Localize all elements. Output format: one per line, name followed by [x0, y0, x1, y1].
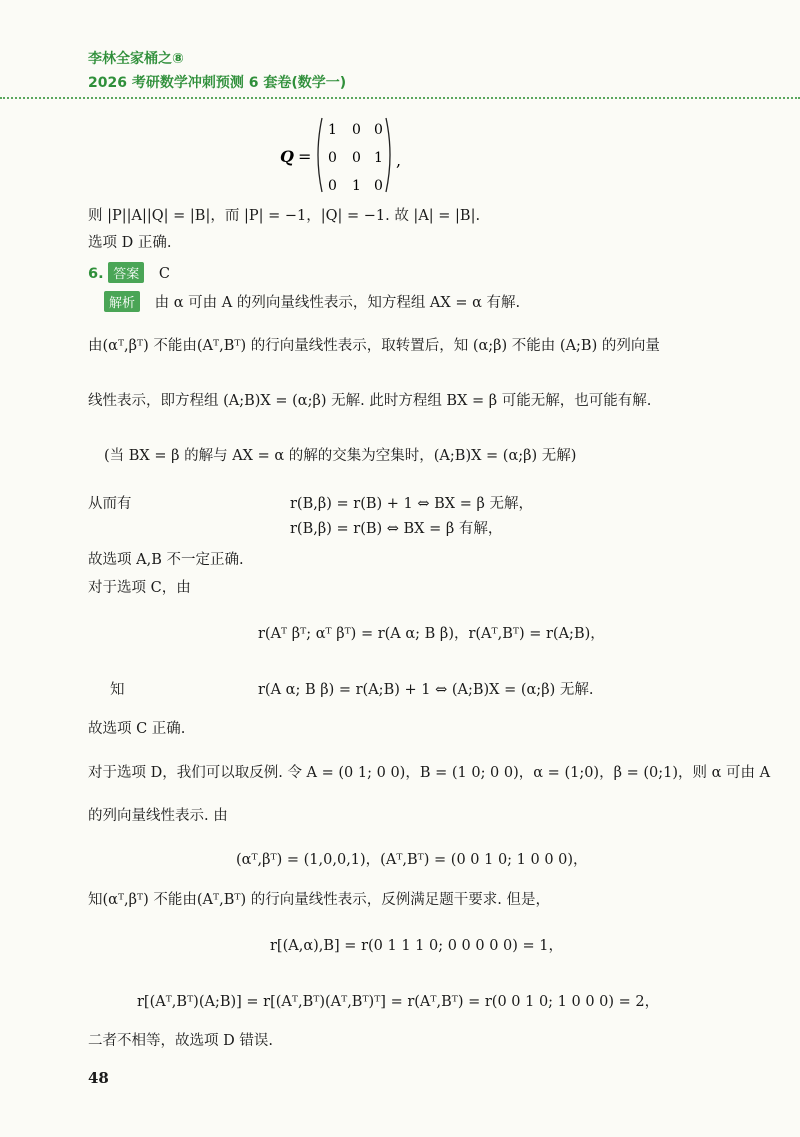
- rank-eq2: r(B,β) = r(B) ⇔ BX = β 有解，: [290, 521, 503, 537]
- option-c-formula: r(Aᵀ βᵀ; αᵀ βᵀ) = r(A α; B β)，r(Aᵀ,Bᵀ) = r(A;B)，: [258, 626, 605, 642]
- paren-note: (当 BX = β 的解与 AX = α 的解的交集为空集时，(A;B)X = (α;β) 无解): [104, 448, 577, 464]
- option-d-intro: 对于选项 D，我们可以取反例. 令 A = (0 1; 0 0)，B = (1 0; 0 0)，α = (1;0)，β = (0;1)，则 α 可由 A: [88, 765, 771, 781]
- svg-text:1: 1: [352, 178, 361, 194]
- svg-text:0: 0: [352, 122, 361, 138]
- transpose-eq: (αᵀ,βᵀ) = (1,0,0,1)，(Aᵀ,Bᵀ) = (0 0 1 0; 1 0 0 0)，: [236, 852, 588, 868]
- header-divider: [0, 97, 800, 99]
- svg-text:0: 0: [328, 150, 337, 166]
- final-conclusion: 二者不相等，故选项 D 错误.: [88, 1033, 273, 1049]
- rank-calc2: r[(Aᵀ,Bᵀ)(A;B)] = r[(Aᵀ,Bᵀ)(Aᵀ,Bᵀ)ᵀ] = r(Aᵀ,Bᵀ) = r(0 0 1 0; 1 0 0 0) = 2，: [137, 994, 660, 1010]
- svg-text:0: 0: [352, 150, 361, 166]
- know-formula: r(A α; B β) = r(A;B) + 1 ⇔ (A;B)X = (α;β) 无解.: [258, 682, 594, 698]
- answer-value: C: [158, 266, 170, 282]
- ab-conclusion: 故选项 A,B 不一定正确.: [88, 552, 244, 568]
- therefore-label: 从而有: [88, 496, 132, 512]
- know-label: 知: [110, 682, 125, 698]
- option-c-intro: 对于选项 C，由: [88, 580, 191, 596]
- para1-a: 由(αᵀ,βᵀ) 不能由(Aᵀ,Bᵀ) 的行向量线性表示，取转置后，知 (α;β) 不能由 (A;B) 的列向量: [88, 338, 660, 354]
- book-title: 2026 考研数学冲刺预测 6 套卷(数学一): [88, 75, 347, 91]
- q-matrix-svg: [250, 110, 450, 200]
- svg-text:1: 1: [328, 122, 337, 138]
- svg-text:0: 0: [374, 122, 383, 138]
- option-d-cont: 的列向量线性表示. 由: [88, 808, 228, 824]
- svg-text:1: 1: [374, 150, 383, 166]
- analysis-row: [104, 291, 520, 312]
- svg-text:,: ,: [396, 151, 402, 170]
- page-number: 48: [88, 1069, 109, 1087]
- rank-eq1: r(B,β) = r(B) + 1 ⇔ BX = β 无解，: [290, 496, 533, 512]
- series-title: 李林全家桶之⑧: [88, 51, 184, 67]
- q6-answer-row: [88, 262, 170, 283]
- svg-text:0: 0: [328, 178, 337, 194]
- c-correct: 故选项 C 正确.: [88, 721, 186, 737]
- det-relation: 则 |P||A||Q| = |B|，而 |P| = −1，|Q| = −1. 故 |A| = |B|.: [88, 208, 481, 224]
- know-transpose: 知(αᵀ,βᵀ) 不能由(Aᵀ,Bᵀ) 的行向量线性表示，反例满足题干要求. 但是，: [88, 892, 550, 908]
- q-matrix-block: [250, 110, 450, 204]
- analysis-tag: 解析: [104, 291, 140, 312]
- rank-calc1: r[(A,α),B] = r(0 1 1 1 0; 0 0 0 0 0) = 1，: [270, 938, 564, 954]
- svg-text:Q: Q: [280, 147, 294, 166]
- analysis-intro: 由 α 可由 A 的列向量线性表示，知方程组 AX = α 有解.: [154, 295, 521, 311]
- answer-tag: 答案: [108, 262, 144, 283]
- svg-text:=: =: [298, 147, 312, 166]
- option-d-correct: 选项 D 正确.: [88, 235, 172, 251]
- svg-text:0: 0: [374, 178, 383, 194]
- para1-b: 线性表示，即方程组 (A;B)X = (α;β) 无解. 此时方程组 BX = β 可能无解，也可能有解.: [88, 393, 652, 409]
- q6-number: 6.: [88, 266, 104, 282]
